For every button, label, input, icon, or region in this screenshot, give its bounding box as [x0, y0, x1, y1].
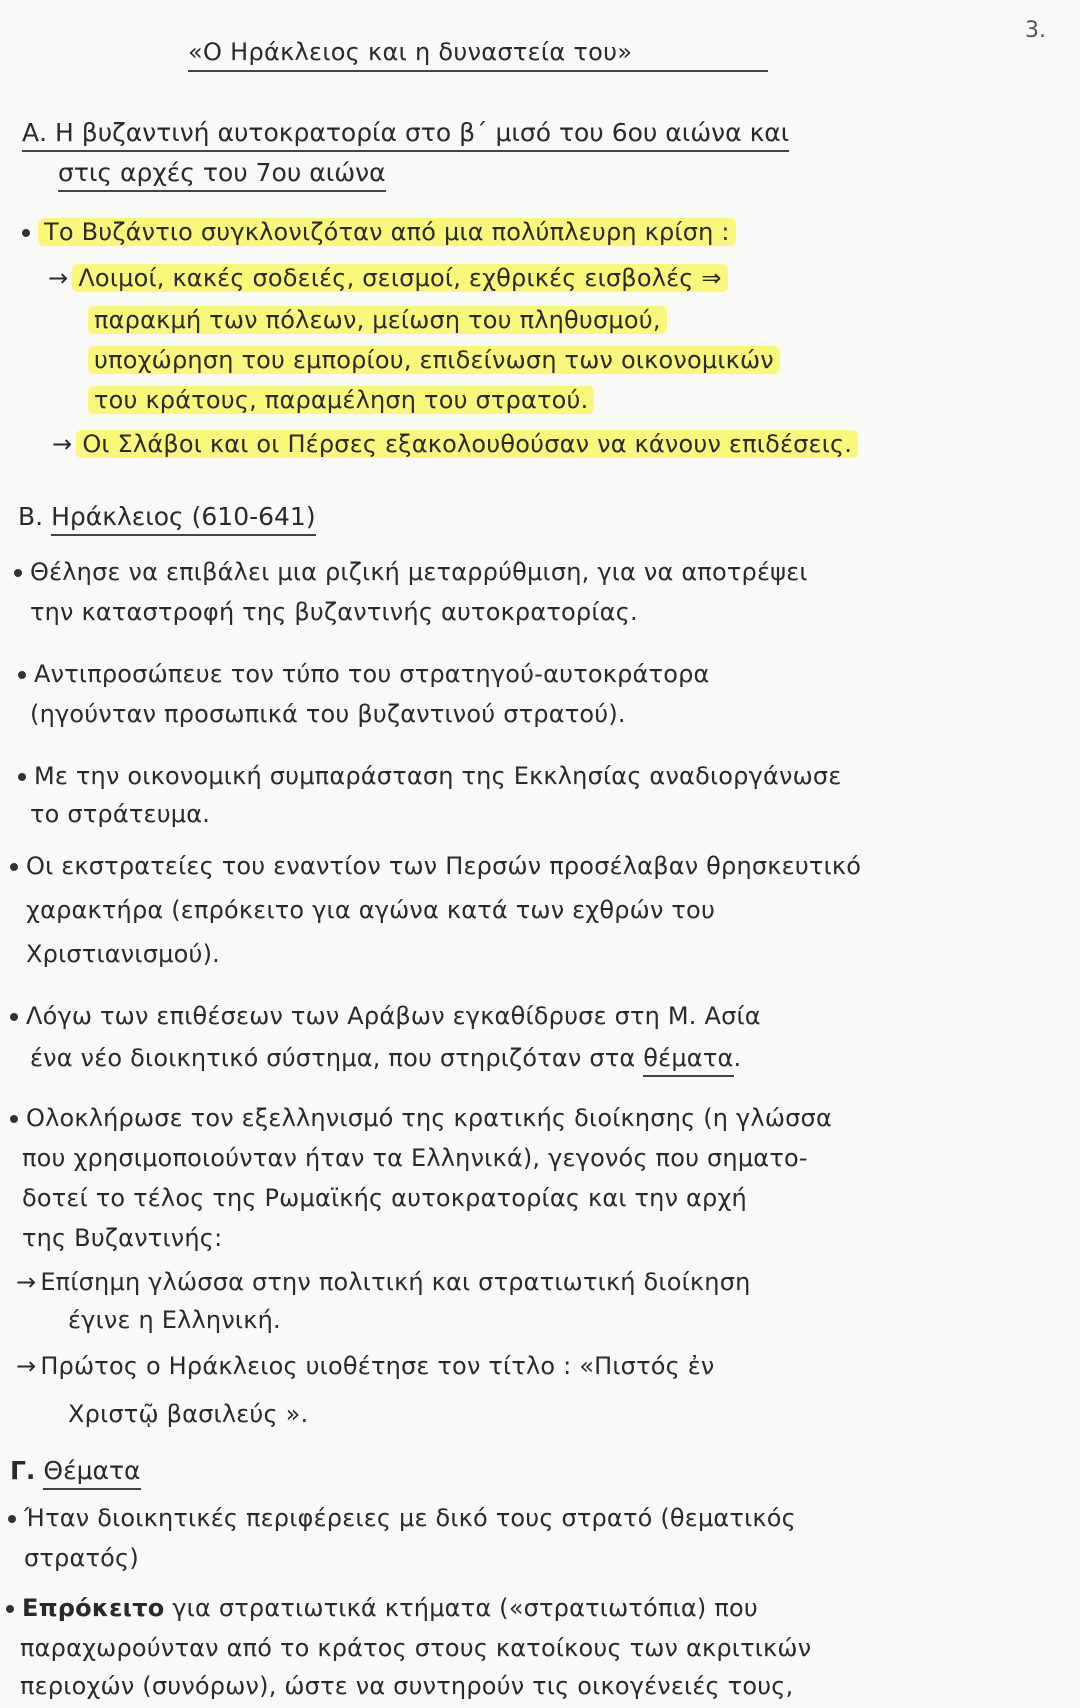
section-b-bullet-6-line3: δοτεί το τέλος της Ρωμαϊκής αυτοκρατορίας και την αρχή	[22, 1184, 747, 1212]
section-a-heading-line1: Α. Η βυζαντινή αυτοκρατορία στο β΄ μισό του 6ου αιώνα και	[22, 118, 789, 147]
section-b-bullet-6-line4: της Βυζαντινής:	[22, 1224, 223, 1252]
arrow-right-icon: →	[48, 264, 69, 292]
bullet-icon	[6, 1605, 14, 1613]
section-b-bullet-5: Λόγω των επιθέσεων των Αράβων εγκαθίδρυσε στη Μ. Ασία	[10, 1002, 761, 1030]
section-b-bullet-3-line2: το στράτευμα.	[30, 800, 211, 828]
section-b-arrow-2-line2: Χριστῷ βασιλεύς ».	[68, 1400, 309, 1428]
section-a-arrow1-line4: του κράτους, παραμέληση του στρατού.	[88, 386, 594, 414]
section-c-bullet-1: Ήταν διοικητικές περιφέρειες με δικό τους στρατό (θεματικός	[8, 1504, 796, 1532]
section-a-arrow2: → Οι Σλάβοι και οι Πέρσες εξακολουθούσαν να κάνουν επιδέσεις.	[52, 430, 858, 458]
section-b-heading: Β. Ηράκλειος (610-641)	[18, 502, 316, 531]
section-b-arrow-1: → Επίσημη γλώσσα στην πολιτική και στρατιωτική διοίκηση	[16, 1268, 751, 1296]
section-c-bullet-2: Επρόκειτο για στρατιωτικά κτήματα («στρατιωτόπια) που	[6, 1594, 758, 1622]
section-a-arrow1-line3: υποχώρηση του εμπορίου, επιδείνωση των οικονομικών	[88, 346, 780, 374]
section-a-bullet: Το Βυζάντιο συγκλονιζόταν από μια πολύπλευρη κρίση :	[22, 218, 736, 246]
page-number: 3.	[1025, 18, 1046, 43]
section-b-bullet-4-line3: Χριστιανισμού).	[26, 940, 220, 968]
section-b-bullet-5-line2: ένα νέο διοικητικό σύστημα, που στηριζόταν στα θέματα.	[30, 1044, 741, 1072]
section-b-bullet-1: Θέλησε να επιβάλει μια ριζική μεταρρύθμιση, για να αποτρέψει	[14, 558, 808, 586]
bullet-icon	[18, 773, 26, 781]
section-b-bullet-6: Ολοκλήρωσε τον εξελληνισμό της κρατικής διοίκησης (η γλώσσα	[10, 1104, 832, 1132]
bullet-icon	[22, 229, 30, 237]
bullet-icon	[10, 1013, 18, 1021]
section-b-bullet-2-line2: (ηγούνταν προσωπικά του βυζαντινού στρατού).	[30, 700, 626, 728]
bullet-icon	[10, 863, 18, 871]
arrow-right-icon: →	[16, 1268, 37, 1296]
section-b-bullet-6-line2: που χρησιμοποιούνταν ήταν τα Ελληνικά), γεγονός που σηματο-	[22, 1144, 808, 1172]
section-b-arrow-2: → Πρώτος ο Ηράκλειος υιοθέτησε τον τίτλο : «Πιστός ἐν	[16, 1352, 715, 1380]
section-c-heading: Γ. Θέματα	[10, 1456, 141, 1485]
section-c-bullet-2-line3: περιοχών (συνόρων), ώστε να συντηρούν τις οικογένειές τους,	[20, 1672, 794, 1700]
page-title: «Ο Ηράκλειος και η δυναστεία του»	[188, 38, 768, 72]
section-b-bullet-4: Οι εκστρατείες του εναντίον των Περσών προσέλαβαν θρησκευτικό	[10, 852, 861, 880]
themata-term: θέματα	[643, 1044, 733, 1077]
section-b-arrow-1-line2: έγινε η Ελληνική.	[68, 1306, 281, 1334]
bullet-icon	[10, 1115, 18, 1123]
arrow-right-icon: →	[16, 1352, 37, 1380]
bullet-icon	[8, 1515, 16, 1523]
section-a-heading-line2: στις αρχές του 7ου αιώνα	[58, 158, 386, 187]
section-b-bullet-4-line2: χαρακτήρα (επρόκειτο για αγώνα κατά των εχθρών του	[26, 896, 716, 924]
section-b-bullet-1-line2: την καταστροφή της βυζαντινής αυτοκρατορίας.	[30, 598, 638, 626]
section-a-arrow1-line2: παρακμή των πόλεων, μείωση του πληθυσμού,	[88, 306, 667, 334]
section-c-bullet-1-line2: στρατός)	[24, 1544, 139, 1572]
section-a-arrow1: → Λοιμοί, κακές σοδειές, σεισμοί, εχθρικές εισβολές ⇒	[48, 264, 728, 292]
bullet-icon	[18, 671, 26, 679]
section-b-bullet-2: Αντιπροσώπευε τον τύπο του στρατηγού-αυτοκράτορα	[18, 660, 710, 688]
bullet-icon	[14, 569, 22, 577]
arrow-right-icon: →	[52, 430, 73, 458]
section-b-bullet-3: Με την οικονομική συμπαράσταση της Εκκλησίας αναδιοργάνωσε	[18, 762, 842, 790]
section-c-bullet-2-line2: παραχωρούνταν από το κράτος στους κατοίκους των ακριτικών	[20, 1634, 812, 1662]
